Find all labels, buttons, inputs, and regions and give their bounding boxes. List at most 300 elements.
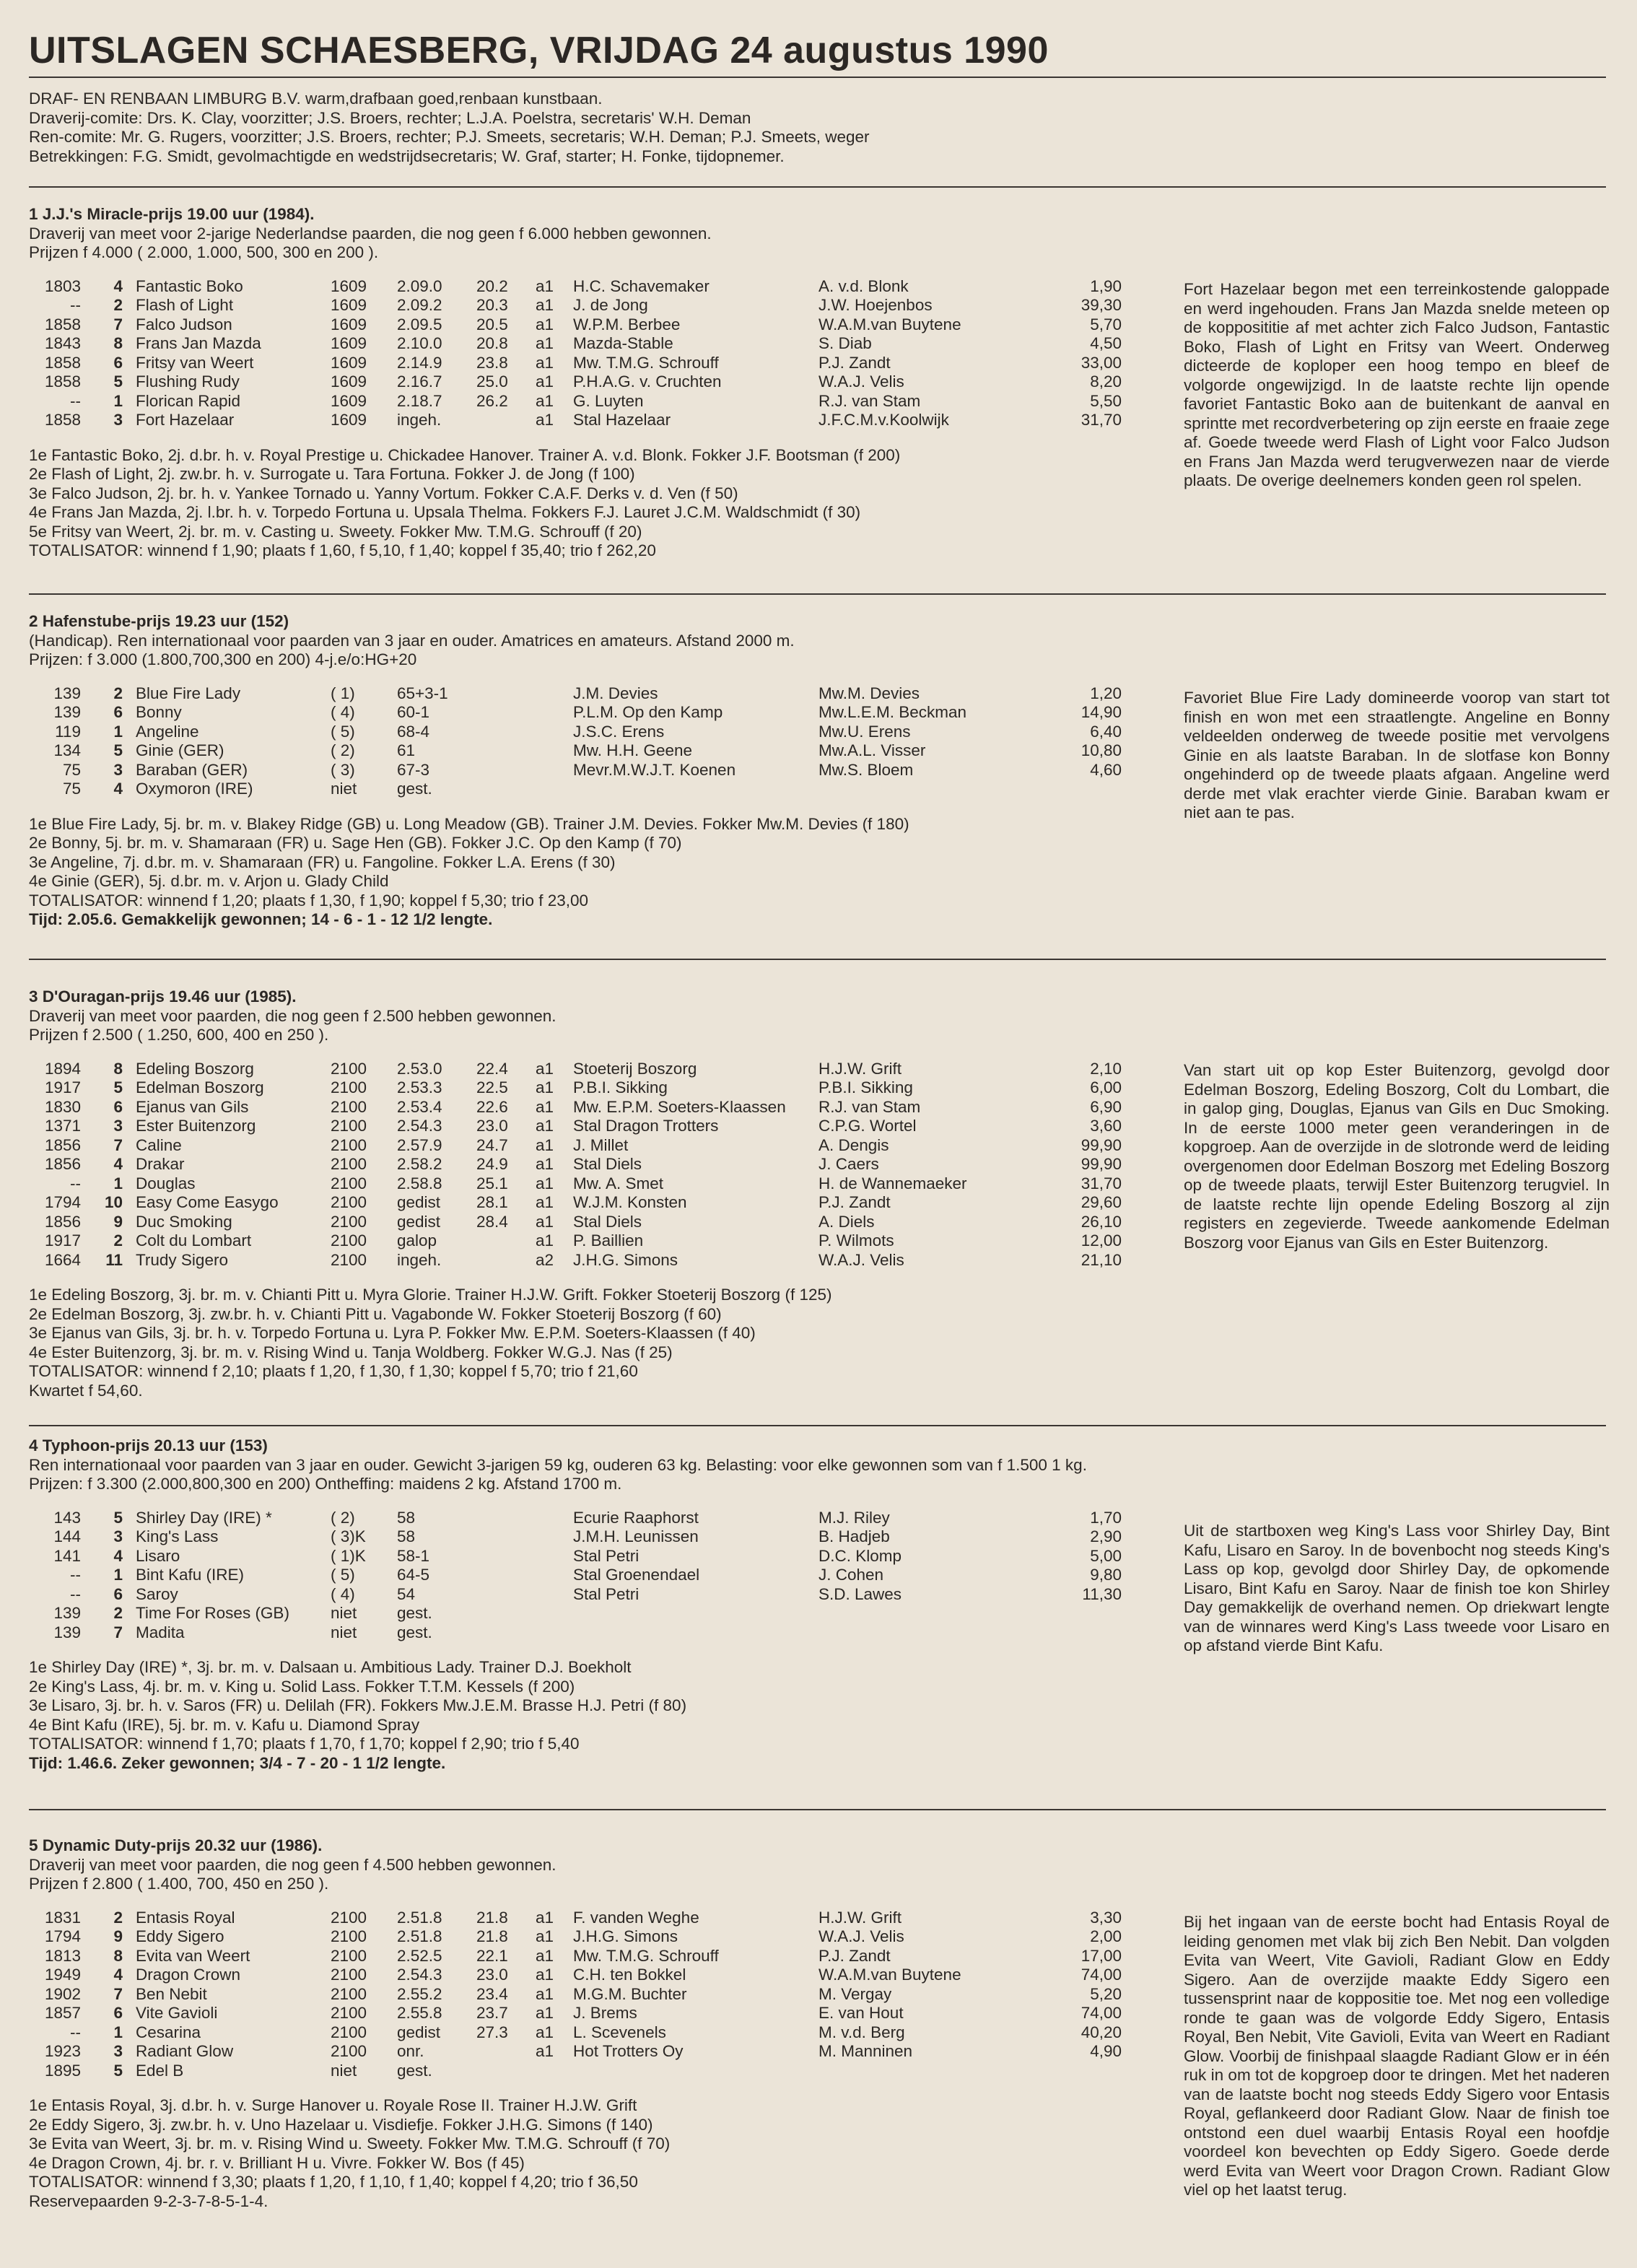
note-line: 4e Ester Buitenzorg, 3j. br. m. v. Rising Wind u. Tanja Woldberg. Fokker W.G.J. Nas (f 25) [29,1343,673,1361]
km-time [476,1527,536,1547]
race-ref: 1857 [44,2004,81,2022]
time: 2.14.9 [397,353,442,372]
table-row [29,1155,1122,1174]
horse-name: Bonny [136,703,182,721]
driver: J.F.C.M.v.Koolwijk [818,411,949,429]
distance: 1609 [331,315,367,333]
category: a1 [536,315,554,333]
race-ref: 1917 [44,1231,81,1249]
odds: 11,30 [1082,1584,1122,1603]
race-notes [29,815,1606,930]
table-row [29,723,1122,742]
owner: J. Brems [573,2004,637,2022]
time: 58-1 [397,1546,430,1565]
note-line: 2e King's Lass, 4j. br. m. v. King u. Solid Lass. Fokker T.T.M. Kessels (f 200) [29,1677,575,1696]
odds: 1,20 [1090,684,1122,702]
horse-name: Easy Come Easygo [136,1193,279,1211]
race-notes [29,1658,1606,1773]
owner: M.G.M. Buchter [573,1984,687,2003]
start-number: 9 [113,1927,123,1945]
table-row [29,296,1122,315]
odds [1035,2062,1122,2081]
table-row [29,1098,1122,1117]
distance: 2100 [331,1966,367,1984]
category [536,1527,567,1547]
km-time: 23.7 [476,2004,508,2022]
time: 2.57.9 [397,1135,442,1154]
start-number: 7 [113,1623,123,1641]
owner [567,780,818,799]
category: a1 [536,2004,554,2022]
meeting-header [29,90,870,166]
owner: Stal Groenendael [573,1566,700,1584]
table-row [29,1251,1122,1270]
time: 2.58.2 [397,1155,442,1173]
driver: W.A.J. Velis [818,372,904,391]
category [536,1623,567,1643]
distance: 2100 [331,1174,367,1192]
km-time [476,2042,536,2062]
horse-name: Shirley Day (IRE) * [136,1508,272,1527]
page-title: UITSLAGEN SCHAESBERG, VRIJDAG 24 augustus 1990 [29,30,1049,71]
km-time: 23.0 [476,1966,508,1984]
category [536,684,567,704]
distance: ( 3) [331,760,355,779]
owner: P.B.I. Sikking [573,1078,668,1096]
table-row [29,684,1122,704]
distance: 2100 [331,1984,367,2003]
km-time: 21.8 [476,1908,508,1927]
start-number: 3 [113,2042,123,2060]
horse-name: Edelman Boszorg [136,1078,264,1096]
km-time: 26.2 [476,391,508,410]
horse-name: Fort Hazelaar [136,411,235,429]
odds: 10,80 [1081,741,1122,759]
km-time: 21.8 [476,1927,508,1945]
note-line: 3e Evita van Weert, 3j. br. m. v. Rising Wind u. Sweety. Fokker Mw. T.M.G. Schrouff (f 70) [29,2134,671,2153]
km-time: 28.4 [476,1212,508,1231]
horse-name: Oxymoron (IRE) [136,780,253,798]
results-table [29,1909,1122,2081]
driver: M. v.d. Berg [818,2023,905,2041]
owner: H.C. Schavemaker [573,276,710,295]
note-line: 1e Blue Fire Lady, 5j. br. m. v. Blakey Ridge (GB) u. Long Meadow (GB). Trainer J.M. Devies. Fokker Mw.M. Devies (f 180) [29,814,909,833]
km-time [476,741,536,761]
start-number: 4 [113,1966,123,1984]
start-number: 2 [113,296,123,314]
owner: J.H.G. Simons [573,1927,678,1945]
odds [1035,1623,1122,1643]
owner [567,1623,818,1643]
km-time [476,1566,536,1585]
driver: P. Wilmots [818,1231,894,1249]
km-time: 22.6 [476,1097,508,1116]
km-time [476,1547,536,1566]
owner: Mw. T.M.G. Schrouff [573,1946,719,1965]
horse-name: Drakar [136,1155,185,1173]
driver: R.J. van Stam [818,391,921,410]
divider [29,186,1606,188]
owner: Ecurie Raaphorst [573,1508,699,1527]
race-heading: 2 Hafenstube-prijs 19.23 uur (152) [29,612,289,630]
horse-name: Entasis Royal [136,1908,235,1927]
km-time [476,761,536,780]
time: 2.58.8 [397,1174,442,1192]
category: a1 [536,1097,554,1116]
start-number: 8 [113,1946,123,1965]
time: 2.53.3 [397,1078,442,1096]
time: 2.09.2 [397,296,442,314]
race-ref: 141 [53,1546,81,1565]
category: a2 [536,1250,554,1269]
note-line: 1e Entasis Royal, 3j. d.br. h. v. Surge Hanover u. Royale Rose II. Trainer H.J.W. Grift [29,2096,637,2114]
horse-name: Saroy [136,1584,178,1603]
race-conditions: Ren internationaal voor paarden van 3 jaar en ouder. Gewicht 3-jarigen 59 kg, ouderen 63 kg. Belasting: voor elke gewonnen som van f 1.500 1 kg. [29,1455,1087,1474]
driver [818,780,1035,799]
race-ref: 1830 [44,1097,81,1116]
race-ref: 1794 [44,1193,81,1211]
km-time [476,1251,536,1270]
driver: P.J. Zandt [818,1193,891,1211]
start-number: 4 [113,780,123,798]
category [536,761,567,780]
owner: Stal Diels [573,1212,642,1231]
table-row [29,1623,1122,1643]
note-line: 5e Fritsy van Weert, 2j. br. m. v. Casting u. Sweety. Fokker Mw. T.M.G. Schrouff (f 20) [29,522,642,541]
table-row [29,1985,1122,2005]
header-line: Ren-comite: Mr. G. Rugers, voorzitter; J.S. Broers, rechter; P.J. Smeets, secretaris; W.H. Deman; P.J. Smeets, weger [29,128,870,146]
driver: M.J. Riley [818,1508,890,1527]
category [536,1547,567,1566]
time: 2.53.4 [397,1097,442,1116]
race-conditions: Prijzen f 4.000 ( 2.000, 1.000, 500, 300 en 200 ). [29,243,379,261]
km-time: 20.8 [476,334,508,352]
race-ref: 1858 [44,353,81,372]
owner [567,1604,818,1623]
distance: ( 4) [331,703,355,721]
owner: L. Scevenels [573,2023,666,2041]
race-ref: 139 [53,1623,81,1641]
horse-name: Madita [136,1623,185,1641]
owner: C.H. ten Bokkel [573,1966,686,1984]
time: 2.16.7 [397,372,442,391]
race-conditions: Prijzen f 2.500 ( 1.250, 600, 400 en 250 ). [29,1026,329,1044]
time: gest. [397,1604,432,1622]
distance: 2100 [331,1927,367,1945]
start-number: 1 [113,391,123,410]
km-time [476,1509,536,1528]
start-number: 4 [113,1546,123,1565]
time-summary: Tijd: 1.46.6. Zeker gewonnen; 3/4 - 7 - 20 - 1 1/2 lengte. [29,1753,446,1772]
category: a1 [536,1908,554,1927]
note-line: 4e Bint Kafu (IRE), 5j. br. m. v. Kafu u. Diamond Spray [29,1715,420,1734]
results-table [29,1060,1122,1270]
distance: ( 1)K [331,1546,366,1565]
km-time: 22.1 [476,1946,508,1965]
category: a1 [536,1117,554,1135]
results-table [29,277,1122,430]
odds: 5,20 [1090,1984,1122,2003]
time: 61 [397,741,416,759]
note-line: 1e Edeling Boszorg, 3j. br. m. v. Chianti Pitt u. Myra Glorie. Trainer H.J.W. Grift. Fokker Stoeterij Boszorg (f 125) [29,1286,832,1304]
odds: 17,00 [1081,1946,1122,1965]
table-row [29,1174,1122,1194]
owner: W.P.M. Berbee [573,315,681,333]
note-line: TOTALISATOR: winnend f 2,10; plaats f 1,20, f 1,30, f 1,30; koppel f 5,70; trio f 21,60 [29,1362,638,1380]
start-number: 5 [113,741,123,759]
km-time [476,2062,536,2081]
km-time: 22.5 [476,1078,508,1096]
distance: ( 2) [331,1508,355,1527]
driver: Mw.A.L. Visser [818,741,926,759]
km-time: 23.4 [476,1984,508,2003]
note-line: Reservepaarden 9-2-3-7-8-5-1-4. [29,2191,269,2210]
distance: ( 4) [331,1584,355,1603]
owner: Mw. T.M.G. Schrouff [573,353,719,372]
race-heading: 1 J.J.'s Miracle-prijs 19.00 uur (1984). [29,205,315,223]
category: a1 [536,1155,554,1173]
start-number: 3 [113,1527,123,1545]
category: a1 [536,1212,554,1231]
odds: 40,20 [1081,2023,1122,2041]
table-row [29,1213,1122,1232]
km-time: 22.4 [476,1059,508,1078]
horse-name: Eddy Sigero [136,1927,224,1945]
km-time [476,780,536,799]
start-number: 6 [113,2004,123,2022]
note-line: 4e Ginie (GER), 5j. d.br. m. v. Arjon u. Glady Child [29,872,389,890]
time: 2.55.2 [397,1984,442,2003]
category: a1 [536,353,554,372]
owner [567,2062,818,2081]
km-time [476,703,536,723]
category [536,2062,567,2081]
odds: 12,00 [1081,1231,1122,1249]
category: a1 [536,411,554,429]
driver: D.C. Klomp [818,1546,902,1565]
owner: Stal Petri [573,1546,639,1565]
divider [29,959,1606,960]
odds: 2,00 [1090,1927,1122,1945]
distance: 1609 [331,372,367,391]
odds: 31,70 [1081,1174,1122,1192]
driver: R.J. van Stam [818,1097,921,1116]
odds: 3,30 [1090,1908,1122,1927]
race-ref: 1858 [44,372,81,391]
race-ref: -- [70,1584,81,1603]
table-row [29,315,1122,335]
table-row [29,1547,1122,1566]
start-number: 4 [113,1155,123,1173]
horse-name: Douglas [136,1174,196,1192]
start-number: 3 [113,411,123,429]
race-ref: 1856 [44,1155,81,1173]
race-description: Uit de startboxen weg King's Lass voor Shirley Day, Bint Kafu, Lisaro en Saroy. In de bovenbocht nog steeds King's Lass op kop, gevolgd door Shirley Day, de opkomende Lisaro, Bint Kafu en Saroy. Naar de finish toe kon Shirley Day gemakkelijk de overhand nemen. Op driekwart lengte van de winnares werd King's Lass tweede voor Lisaro en op afstand vierde Bint Kafu. [1184,1522,1610,1654]
time: gest. [397,2061,432,2080]
category: a1 [536,1193,554,1211]
start-number: 6 [113,1097,123,1116]
owner: Mazda-Stable [573,334,673,352]
horse-name: Cesarina [136,2023,201,2041]
odds: 99,90 [1081,1135,1122,1154]
start-number: 7 [113,1135,123,1154]
note-line: TOTALISATOR: winnend f 3,30; plaats f 1,20, f 1,10, f 1,40; koppel f 4,20; trio f 36,50 [29,2173,638,2191]
race-ref: 1902 [44,1984,81,2003]
start-number: 11 [105,1250,123,1269]
time: galop [397,1231,437,1249]
distance: 2100 [331,1946,367,1965]
category: a1 [536,2042,554,2060]
table-row [29,354,1122,373]
time: 2.54.3 [397,1966,442,1984]
driver: Mw.L.E.M. Beckman [818,703,967,721]
distance: 2100 [331,1117,367,1135]
owner: Stal Hazelaar [573,411,671,429]
race-ref: 139 [53,684,81,702]
category: a1 [536,276,554,295]
owner: J.M. Devies [573,684,658,702]
km-time [476,1604,536,1623]
start-number: 5 [113,372,123,391]
distance: niet [331,2061,357,2080]
km-time: 27.3 [476,2023,508,2041]
category [536,1585,567,1605]
race-description: Bij het ingaan van de eerste bocht had Entasis Royal de leiding genomen met vlak bij zich Ben Nebit. Dan volgden Evita van Weert, Vite Gavioli, Radiant Glow en Eddy Sigero. Aan de overzijde maakte Eddy Sigero een tussensprint naar de koppositie toe. Met nog een volledige ronde te gaan was de volgorde Eddy Sigero, Entasis Royal, Ben Nebit, Vite Gavioli, Evita van Weert en Radiant Glow. Voorbij de finishpaal slaagde Radiant Glow er in één ruk in om tot de kopgroep door te dringen. Met het naderen van de laatste bocht nog steeds Eddy Sigero voor Entasis Royal, geflankeerd door Radiant Glow. Naar de finish toe ontstond een duel waarbij Entasis Royal een hoofdje voordeel kon bevechten op Eddy Sigero. Goede derde werd Evita van Weert voor Dragon Crown. Radiant Glow viel op het laatst terug. [1184,1913,1610,2199]
distance: 2100 [331,1250,367,1269]
distance: 2100 [331,2023,367,2041]
category: a1 [536,1231,554,1249]
divider [29,1809,1606,1810]
horse-name: King's Lass [136,1527,219,1545]
race-heading: 4 Typhoon-prijs 20.13 uur (153) [29,1436,268,1454]
time: 2.55.8 [397,2004,442,2022]
category: a1 [536,296,554,314]
category: a1 [536,1966,554,1984]
category [536,741,567,761]
race-ref: -- [70,2023,81,2041]
distance: 1609 [331,296,367,314]
distance: ( 5) [331,722,355,741]
time: 2.51.8 [397,1908,442,1927]
horse-name: Edel B [136,2061,184,2080]
race-ref: 139 [53,703,81,721]
horse-name: Dragon Crown [136,1966,241,1984]
km-time: 20.2 [476,276,508,295]
driver: M. Vergay [818,1984,892,2003]
time: gedist [397,1193,441,1211]
owner: Mw. E.P.M. Soeters-Klaassen [573,1097,786,1116]
horse-name: Evita van Weert [136,1946,250,1965]
header-line: DRAF- EN RENBAAN LIMBURG B.V. warm,drafbaan goed,renbaan kunstbaan. [29,90,603,108]
results-table [29,684,1122,799]
race-ref: -- [70,391,81,410]
category [536,1604,567,1623]
owner: Mevr.M.W.J.T. Koenen [573,760,736,779]
start-number: 8 [113,334,123,352]
table-row [29,1231,1122,1251]
time: 58 [397,1527,416,1545]
distance: 2100 [331,2042,367,2060]
category: a1 [536,334,554,352]
driver: P.J. Zandt [818,353,891,372]
horse-name: Flash of Light [136,296,234,314]
race-ref: 143 [53,1508,81,1527]
start-number: 1 [113,2023,123,2041]
distance: 2100 [331,1059,367,1078]
race-ref: 144 [53,1527,81,1545]
race-ref: 75 [62,760,81,779]
km-time: 20.3 [476,296,508,314]
odds [1035,780,1122,799]
driver: C.P.G. Wortel [818,1117,917,1135]
table-row [29,1585,1122,1605]
horse-name: Duc Smoking [136,1212,232,1231]
category [536,703,567,723]
start-number: 1 [113,1566,123,1584]
km-time: 25.0 [476,372,508,391]
horse-name: Ejanus van Gils [136,1097,249,1116]
time: 2.54.3 [397,1117,442,1135]
driver: S. Diab [818,334,872,352]
driver: Mw.U. Erens [818,722,911,741]
race-ref: 139 [53,1604,81,1622]
start-number: 8 [113,1059,123,1078]
note-line: 4e Dragon Crown, 4j. br. r. v. Brilliant H u. Vivre. Fokker W. Bos (f 45) [29,2153,525,2172]
odds: 6,90 [1090,1097,1122,1116]
horse-name: Ben Nebit [136,1984,207,2003]
driver: A. Dengis [818,1135,889,1154]
category: a1 [536,391,554,410]
distance: 1609 [331,391,367,410]
time: onr. [397,2042,424,2060]
odds: 99,90 [1081,1155,1122,1173]
driver [818,1604,1035,1623]
race-ref: 1894 [44,1059,81,1078]
race-ref: 1843 [44,334,81,352]
divider [29,593,1606,595]
category: a1 [536,1078,554,1096]
distance: niet [331,1604,357,1622]
horse-name: Ester Buitenzorg [136,1117,256,1135]
driver: A. v.d. Blonk [818,276,909,295]
note-line: 3e Ejanus van Gils, 3j. br. h. v. Torpedo Fortuna u. Lyra P. Fokker Mw. E.P.M. Soeters-Klaassen (f 40) [29,1324,756,1342]
driver: W.A.J. Velis [818,1927,904,1945]
distance: 2100 [331,1212,367,1231]
odds: 74,00 [1081,1966,1122,1984]
driver: B. Hadjeb [818,1527,890,1545]
race-ref: 1794 [44,1927,81,1945]
table-row [29,2042,1122,2062]
divider [29,1425,1606,1426]
table-row [29,2004,1122,2023]
category: a1 [536,1174,554,1192]
start-number: 7 [113,315,123,333]
time: 65+3-1 [397,684,448,702]
distance: 1609 [331,411,367,429]
owner: Mw. A. Smet [573,1174,664,1192]
horse-name: Vite Gavioli [136,2004,218,2022]
header-line: Betrekkingen: F.G. Smidt, gevolmachtigde en wedstrijdsecretaris; W. Graf, starter; H. Fonke, tijdopnemer. [29,147,785,165]
start-number: 2 [113,1231,123,1249]
category [536,723,567,742]
time: gedist [397,1212,441,1231]
distance: 1609 [331,353,367,372]
odds: 2,90 [1090,1527,1122,1545]
odds: 4,90 [1090,2042,1122,2060]
table-row [29,1566,1122,1585]
km-time: 28.1 [476,1193,508,1211]
time: 64-5 [397,1566,430,1584]
